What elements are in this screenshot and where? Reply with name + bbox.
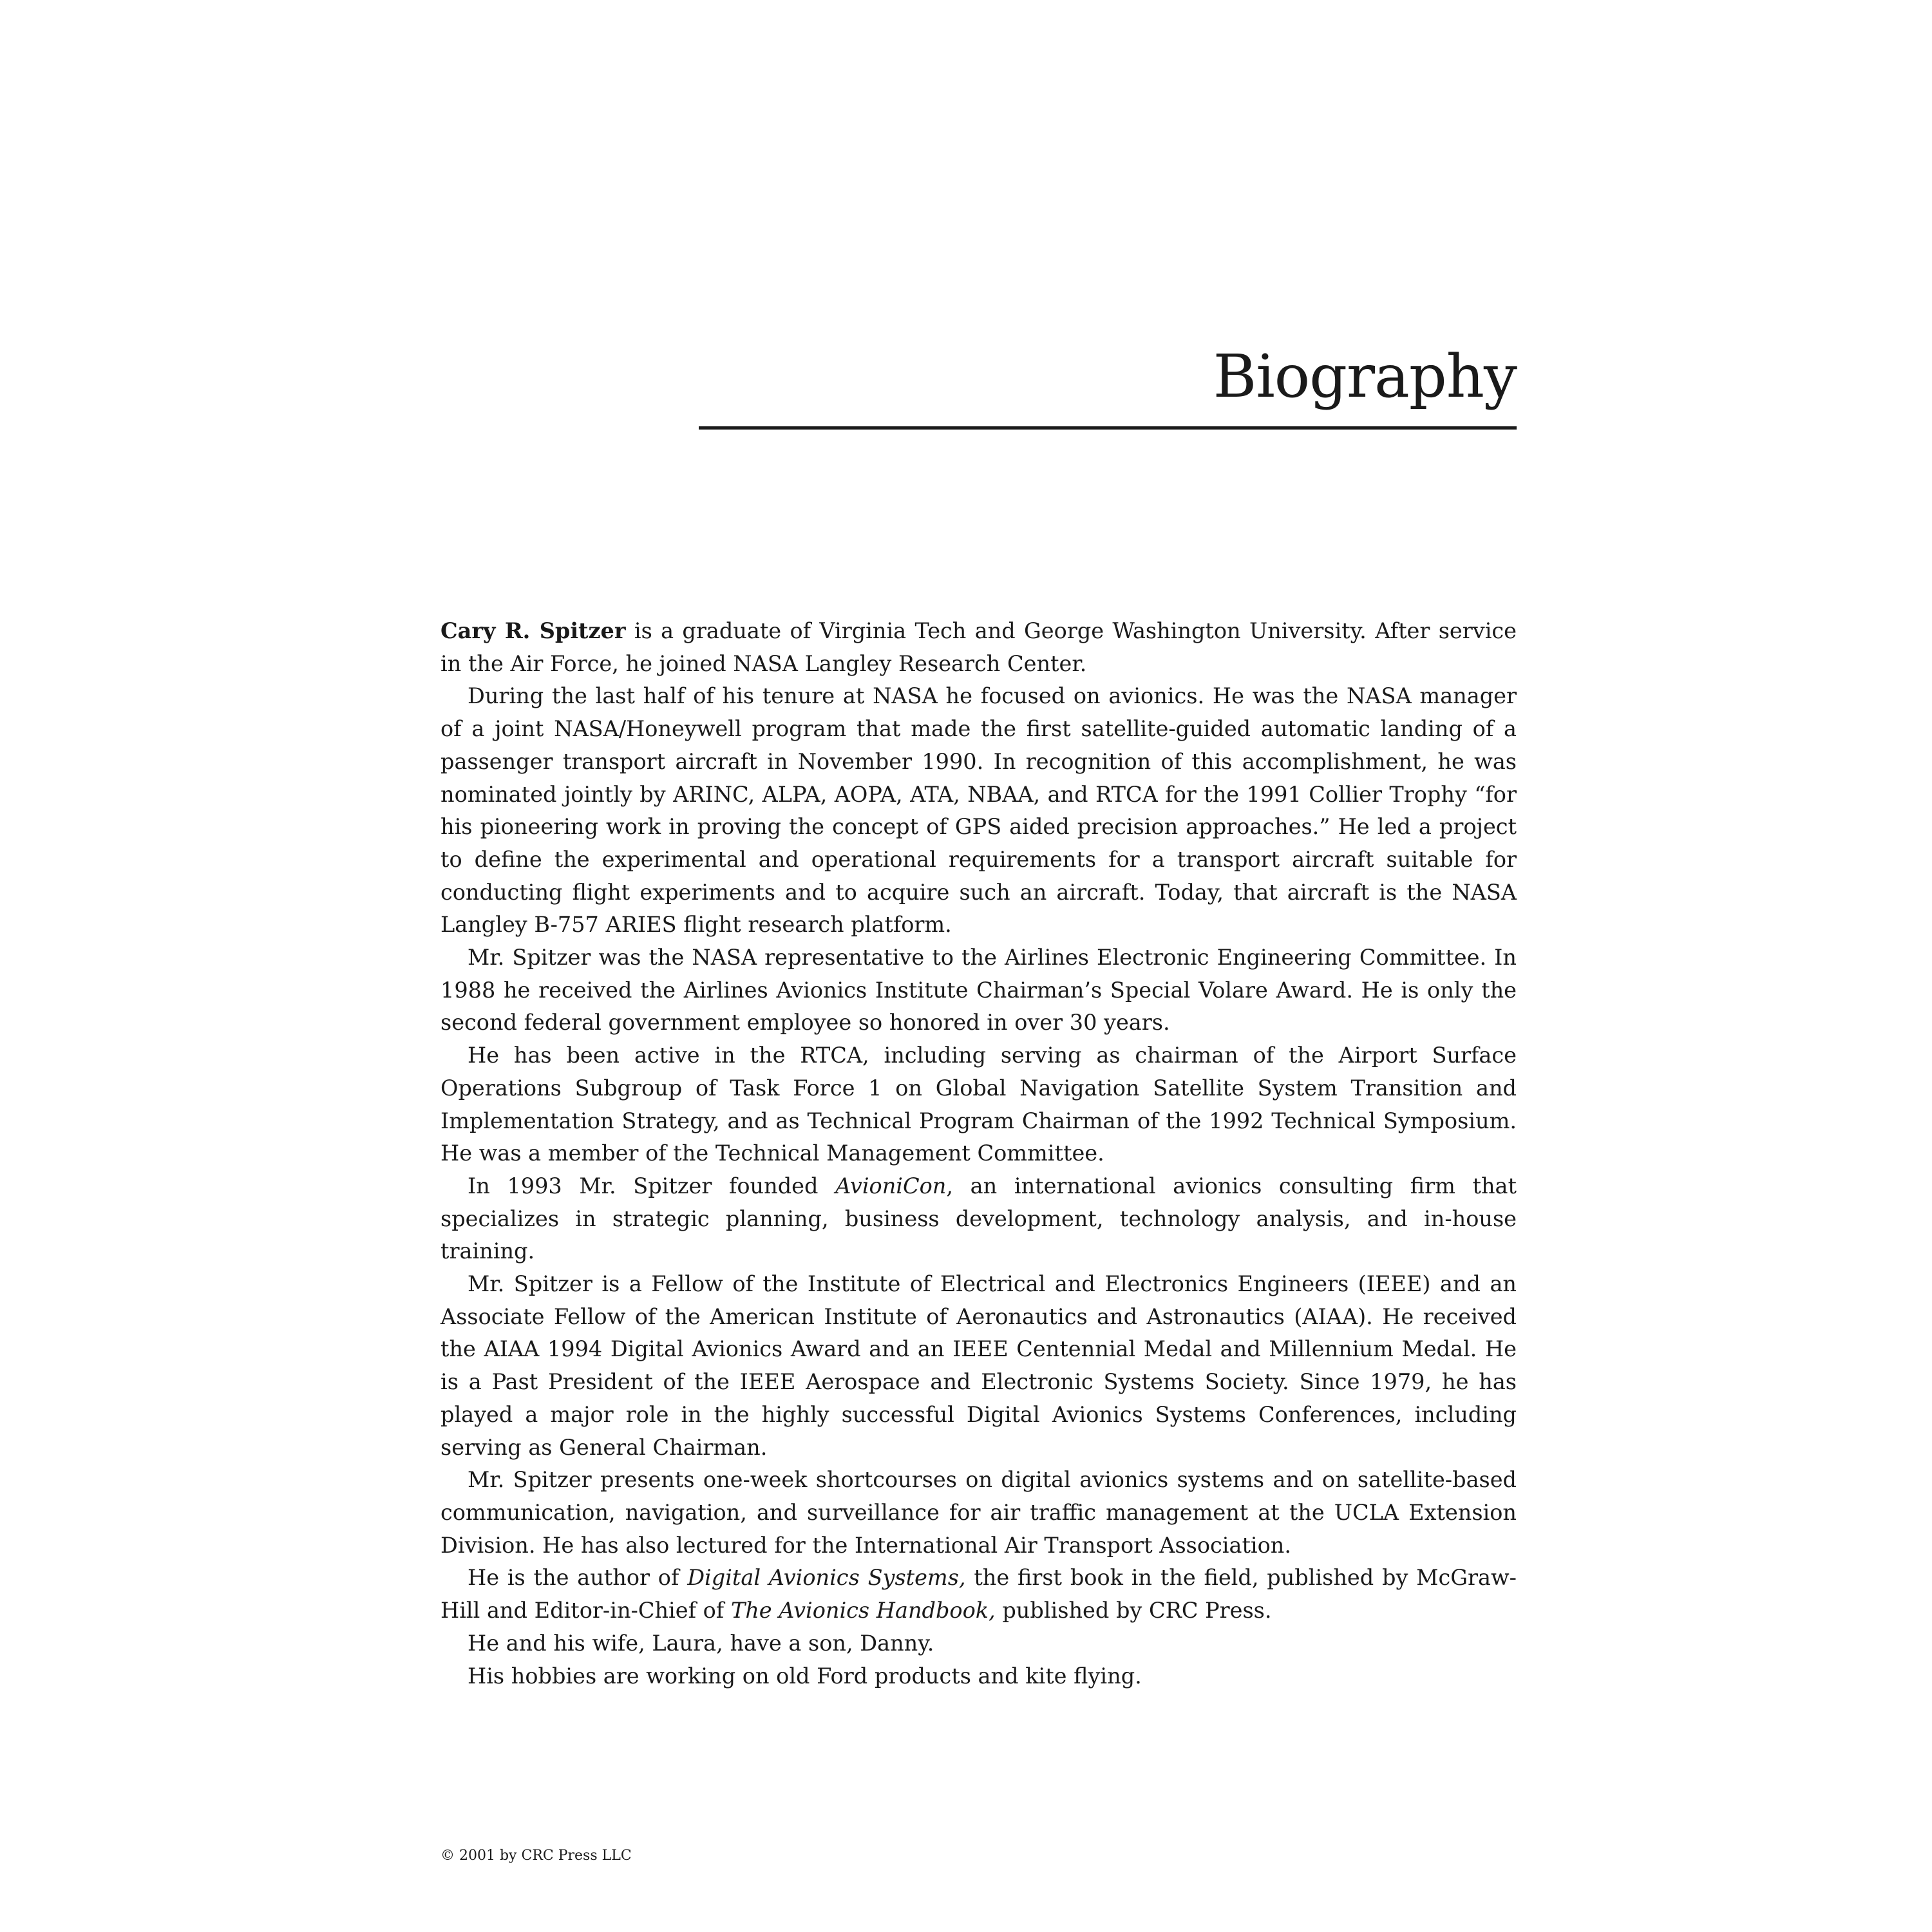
paragraph-hobbies: His hobbies are working on old Ford products and kite flying. [468, 1663, 1142, 1689]
paragraph-intro [440, 615, 1517, 680]
paragraph-books-lead: He is the author of [468, 1565, 688, 1591]
paragraph-ieee-aiaa: Mr. Spitzer is a Fellow of the Institute of Electrical and Electronics Engineers (IEEE) and an Associate Fellow of the American Institute of Aeronautics and Astronautics (AIAA). He received the AIAA 1994 Digital Avionics Award and an IEEE Centennial Medal and Millennium Medal. He is a Past President of the IEEE Aerospace and Electronic Systems Society. Since 1979, he has played a major role in the highly successful Digital Avionics Systems Conferences, including serving as General Chairman. [440, 1271, 1517, 1460]
paragraph-avionicon-lead: In 1993 Mr. Spitzer founded [468, 1173, 836, 1198]
title-block [699, 341, 1517, 430]
paragraph-family: He and his wife, Laura, have a son, Danny. [468, 1630, 934, 1656]
paragraph-aeec: Mr. Spitzer was the NASA representative to the Airlines Electronic Engineering Committee. In 1988 he received the Airlines Avionics Institute Chairman’s Special Volare Award. He is only the second federal government employee so honored in over 30 years. [440, 945, 1517, 1036]
title-rule [699, 426, 1517, 430]
firm-name: AvioniCon [835, 1173, 947, 1198]
paragraph-books-middle: the first book in the field, published by McGraw-Hill and Editor-in-Chief of [440, 1565, 1517, 1624]
book-title-digital-avionics: Digital Avionics Systems, [687, 1565, 966, 1591]
paragraph-nasa-avionics: During the last half of his tenure at NASA he focused on avionics. He was the NASA manager of a joint NASA/Honeywell program that made the first satellite-guided automatic landing of a passenger transport aircraft in November 1990. In recognition of this accomplishment, he was nominated jointly by ARINC, ALPA, AOPA, ATA, NBAA, and RTCA for the 1991 Collier Trophy “for his pioneering work in proving the concept of GPS aided precision approaches.” He led a project to define the experimental and operational requirements for a transport aircraft suitable for conducting flight experiments and to acquire such an aircraft. Today, that aircraft is the NASA Langley B-757 ARIES flight research platform. [440, 683, 1517, 938]
page-title: Biography [1213, 342, 1517, 411]
paragraph-books-end: published by CRC Press. [995, 1598, 1272, 1624]
paragraph-rtca: He has been active in the RTCA, including serving as chairman of the Airport Surface Operations Subgroup of Task Force 1 on Global Navigation Satellite System Transition and Implementation Strategy, and as Technical Program Chairman of the 1992 Technical Symposium. He was a member of the Technical Management Committee. [440, 1043, 1517, 1166]
paragraph-shortcourses: Mr. Spitzer presents one-week shortcourses on digital avionics systems and on satellite-based communication, navigation, and surveillance for air traffic management at the UCLA Extension Division. He has also lectured for the International Air Transport Association. [440, 1467, 1517, 1558]
author-name: Cary R. Spitzer [440, 618, 626, 643]
copyright-footer: © 2001 by CRC Press LLC [440, 1848, 632, 1864]
paragraph-avionicon [440, 1170, 1517, 1268]
paragraph-avionicon-rest: , an international avionics consulting firm that specializes in strategic planning, business development, technology analysis, and in-house training. [440, 1173, 1517, 1264]
paragraph-intro-text: is a graduate of Virginia Tech and George Washington University. After service in the Air Force, he joined NASA Langley Research Center. [440, 618, 1517, 676]
book-title-avionics-handbook: The Avionics Handbook, [730, 1598, 996, 1624]
biography-body [440, 615, 1517, 1692]
paragraph-books [440, 1562, 1517, 1627]
